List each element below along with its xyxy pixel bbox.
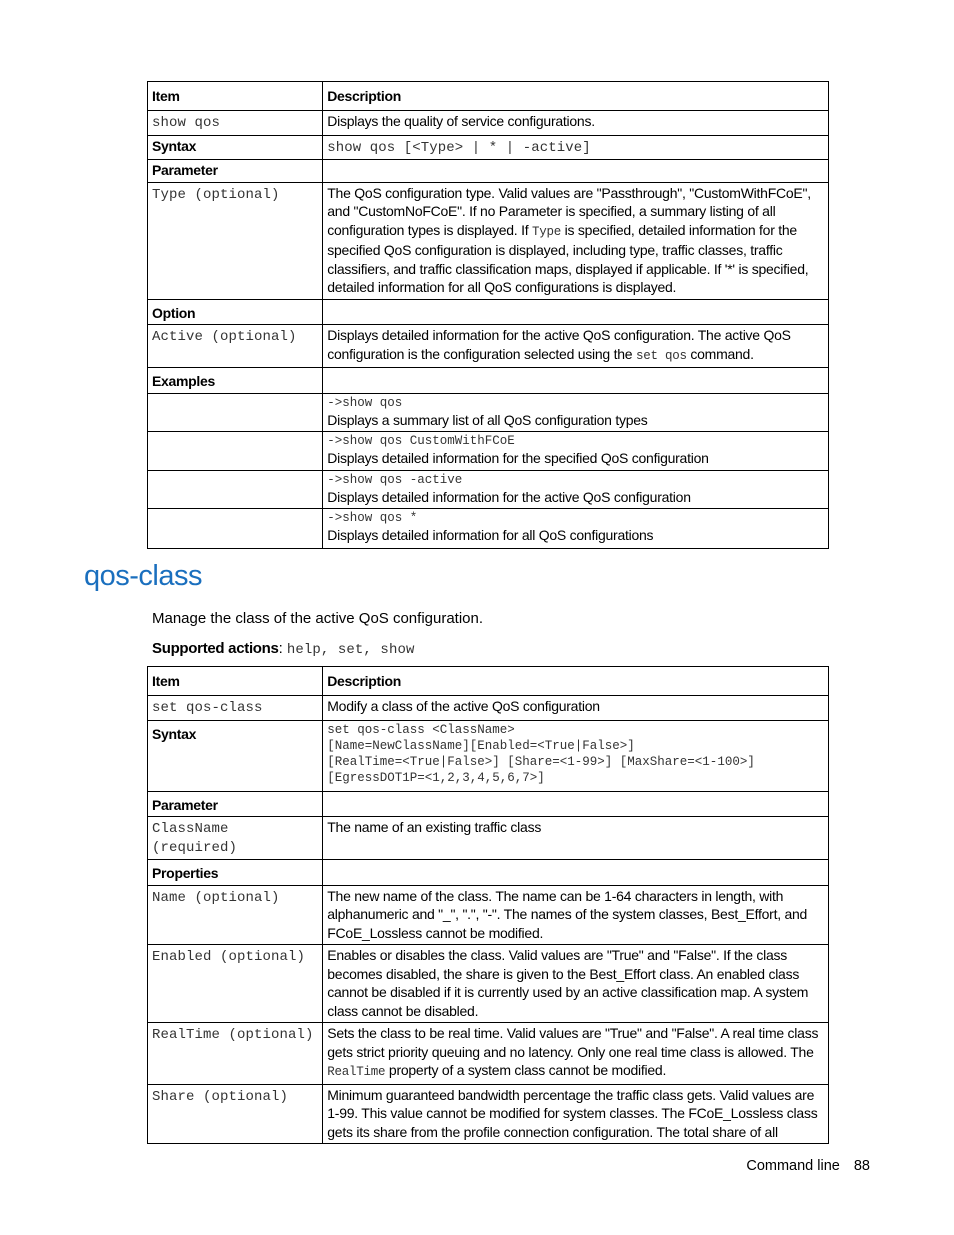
example-description: Displays detailed information for the active QoS configuration [327, 488, 691, 505]
example-cell [323, 470, 829, 509]
syntax-label: Syntax [148, 720, 323, 791]
property-description: The new name of the class. The name can be 1-64 characters in length, with alphanumeric and "_", ".", "-". The names of the system classes, Best_Effort, and FCoE_Lossless cannot be modified. [323, 885, 829, 945]
example-row [148, 432, 829, 471]
table-row [148, 325, 829, 368]
option-label: Option [148, 299, 323, 325]
empty-cell [323, 368, 829, 394]
supported-actions-list: help, set, show [286, 642, 415, 658]
table-row [148, 368, 829, 394]
show-qos-table [147, 81, 829, 549]
table-row [148, 885, 829, 945]
inline-code: Type [532, 224, 562, 239]
example-cell [323, 432, 829, 471]
property-name: Enabled (optional) [148, 945, 323, 1023]
property-description: Enables or disables the class. Valid values are "True" and "False". If the class becomes disabled, the share is given to the Best_Effort class. An enabled class cannot be disabled if it is currently used by an active classification map. A system class cannot be disabled. [323, 945, 829, 1023]
footer-section: Command line [746, 1158, 840, 1174]
example-row [148, 393, 829, 432]
table-row [148, 945, 829, 1023]
page-footer [746, 1158, 870, 1174]
section-title: qos-class [84, 560, 202, 592]
empty-cell [148, 470, 323, 509]
command-description: Displays the quality of service configurations. [323, 111, 829, 136]
header-description: Description [323, 82, 829, 111]
syntax-label: Syntax [148, 135, 323, 160]
inline-code: RealTime [327, 1065, 386, 1079]
command-description: Modify a class of the active QoS configuration [323, 696, 829, 721]
empty-cell [148, 432, 323, 471]
table-row [148, 860, 829, 886]
section-intro: Manage the class of the active QoS configuration. [152, 610, 484, 627]
table-row [148, 817, 829, 860]
examples-label: Examples [148, 368, 323, 394]
table-row [148, 696, 829, 721]
example-description: Displays detailed information for all QoS configurations [327, 527, 654, 543]
example-code: ->show qos [327, 395, 403, 410]
table-row [148, 1084, 829, 1144]
properties-label: Properties [148, 860, 323, 886]
syntax-value: show qos [<Type> | * | -active] [323, 135, 829, 160]
example-cell [323, 393, 829, 432]
option-description: Displays detailed information for the active QoS configuration. The active QoS configuration is the configuration selected using the set qos command. [323, 325, 829, 368]
header-description: Description [323, 667, 829, 696]
table-row [148, 299, 829, 325]
example-code: ->show qos -active [327, 472, 463, 487]
table-row [148, 182, 829, 299]
syntax-value: set qos-class <ClassName> [Name=NewClassName][Enabled=<True|False>] [RealTime=<True|False>] [Share=<1-99>] [MaxShare=<1-100>] [EgressDOT1P=<1,2,3,4,5,6,7>] [323, 720, 829, 791]
parameter-description: The QoS configuration type. Valid values are "Passthrough", "CustomWithFCoE", and "CustomNoFCoE". If no Parameter is specified, a summary listing of all configuration types is displayed. If Type is specified, detailed information for the specified QoS configuration is displayed, including type, traffic classes, traffic classifiers, and traffic classification maps, displayed if applicable. If '*' is specified, detailed information for all QoS configurations is displayed. [323, 182, 829, 299]
empty-cell [323, 160, 829, 183]
parameter-label: Parameter [148, 791, 323, 817]
table-row [148, 1023, 829, 1085]
table-row [148, 791, 829, 817]
property-description: Minimum guaranteed bandwidth percentage the traffic class gets. Valid values are 1-99. This value cannot be modified for system classes. The FCoE_Lossless class gets its share from the profile connection configuration. The total share of all [323, 1084, 829, 1144]
header-item: Item [148, 82, 323, 111]
command-name: show qos [148, 111, 323, 136]
table-row [148, 720, 829, 791]
table-header-row [148, 667, 829, 696]
supported-actions-label: Supported actions [152, 640, 279, 657]
property-name: Name (optional) [148, 885, 323, 945]
table-header-row [148, 82, 829, 111]
table-row [148, 111, 829, 136]
parameter-name: ClassName (required) [148, 817, 323, 860]
example-code: ->show qos CustomWithFCoE [327, 434, 515, 448]
empty-cell [148, 393, 323, 432]
empty-cell [323, 791, 829, 817]
empty-cell [148, 509, 323, 549]
property-description: Sets the class to be real time. Valid values are "True" and "False". A real time class gets strict priority queuing and no latency. Only one real time class is allowed. The RealTime property of a system class cannot be modified. [323, 1023, 829, 1085]
empty-cell [323, 860, 829, 886]
table-row [148, 135, 829, 160]
example-code: ->show qos * [327, 511, 418, 525]
page-number: 88 [853, 1158, 870, 1174]
command-name: set qos-class [148, 696, 323, 721]
option-name: Active (optional) [148, 325, 323, 368]
parameter-description: The name of an existing traffic class [323, 817, 829, 860]
parameter-name: Type (optional) [148, 182, 323, 299]
qos-class-table [147, 666, 829, 1144]
table-row [148, 160, 829, 183]
parameter-label: Parameter [148, 160, 323, 183]
empty-cell [323, 299, 829, 325]
example-row [148, 509, 829, 549]
property-name: RealTime (optional) [148, 1023, 323, 1085]
example-description: Displays detailed information for the specified QoS configuration [327, 450, 709, 466]
supported-actions: Supported actions: help, set, show [152, 640, 415, 658]
inline-code: set qos [635, 348, 687, 363]
header-item: Item [148, 667, 323, 696]
property-name: Share (optional) [148, 1084, 323, 1144]
example-row [148, 470, 829, 509]
example-description: Displays a summary list of all QoS configuration types [327, 411, 648, 428]
example-cell [323, 509, 829, 549]
